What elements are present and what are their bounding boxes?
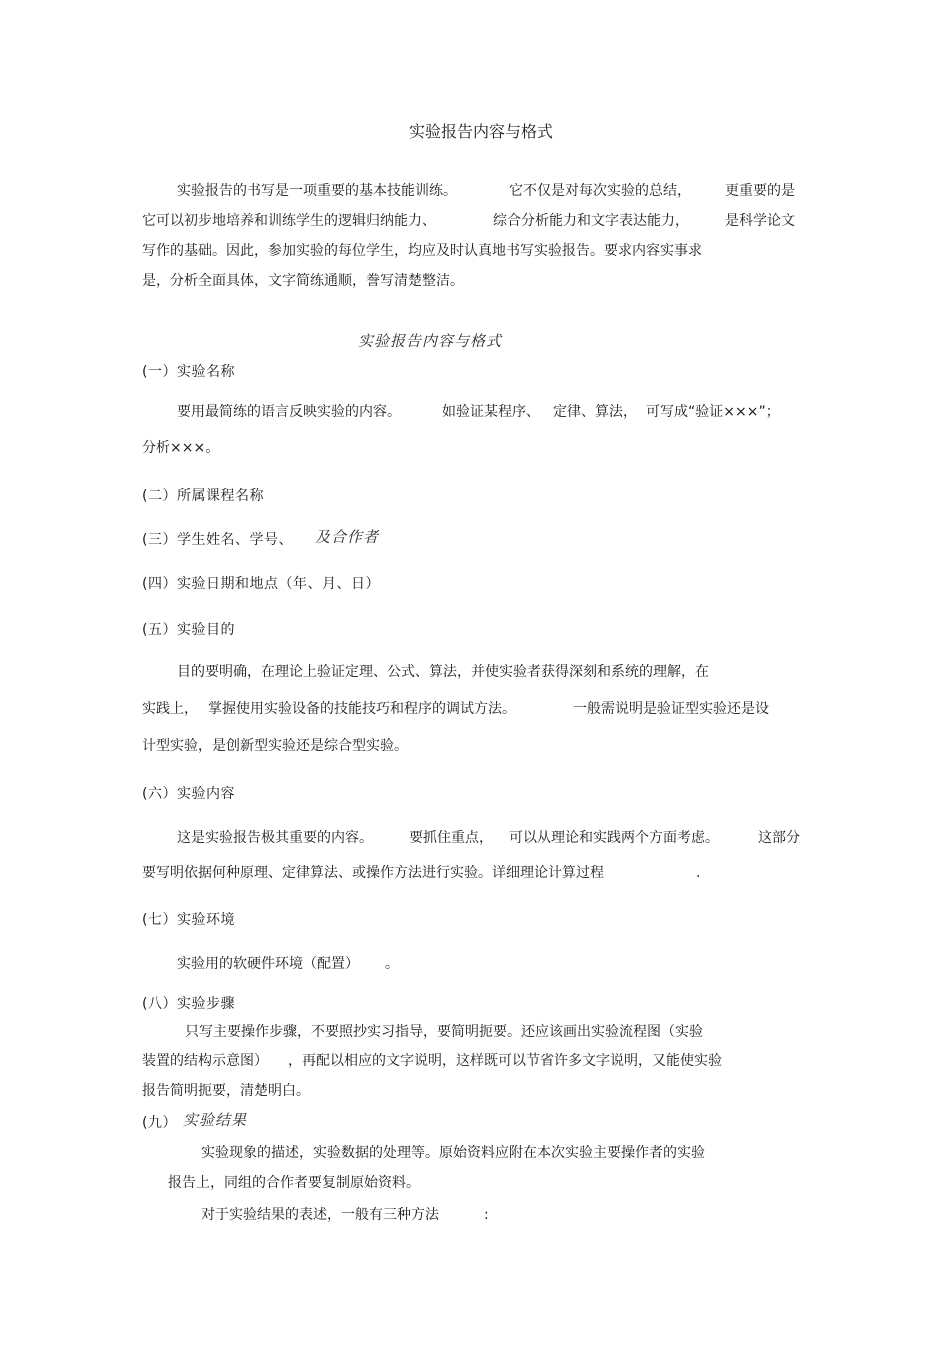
section-text: 可写成“验证×××”； bbox=[646, 404, 780, 420]
section-text: 实验现象的描述，实验数据的处理等。原始资料应附在本次实验主要操作者的实验 bbox=[201, 1145, 705, 1161]
intro-text: 综合分析能力和文字表达能力， bbox=[493, 213, 689, 229]
section-text: ，再配以相应的文字说明，这样既可以节省许多文字说明，又能使实验 bbox=[288, 1053, 722, 1069]
section-text: 一般需说明是验证型实验还是设 bbox=[573, 701, 769, 717]
section-text: 装置的结构示意图） bbox=[142, 1053, 268, 1069]
section-text: 实验用的软硬件环境（配置） bbox=[177, 956, 359, 972]
section-text: 对于实验结果的表述，一般有三种方法 bbox=[201, 1207, 439, 1223]
page-title: 实验报告内容与格式 bbox=[409, 122, 554, 141]
section-heading: (一）实验名称 bbox=[142, 364, 235, 380]
intro-text: 写作的基础。因此，参加实验的每位学生，均应及时认真地书写实验报告。要求内容实事求 bbox=[142, 243, 702, 259]
section-text: 实践上， bbox=[142, 701, 198, 717]
section-text: 报告简明扼要，清楚明白。 bbox=[142, 1083, 310, 1099]
section-text: 这部分 bbox=[758, 830, 800, 846]
section-text: 要写明依据何种原理、定律算法、或操作方法进行实验。详细理论计算过程 bbox=[142, 865, 604, 881]
intro-text: 它不仅是对每次实验的总结， bbox=[509, 183, 691, 199]
section-heading: (四）实验日期和地点（年、月、日） bbox=[142, 576, 380, 592]
section-text: 定律、算法， bbox=[553, 404, 637, 420]
section-text: 要用最简练的语言反映实验的内容。 bbox=[177, 404, 401, 420]
section-text: 掌握使用实验设备的技能技巧和程序的调试方法。 bbox=[208, 701, 516, 717]
section-heading: (五）实验目的 bbox=[142, 622, 235, 638]
section-heading: (八）实验步骤 bbox=[142, 996, 235, 1012]
intro-text: 是科学论文 bbox=[725, 213, 795, 229]
section-heading: (二）所属课程名称 bbox=[142, 488, 264, 504]
handwritten-subtitle: 实验报告内容与格式 bbox=[358, 332, 503, 350]
section-heading: (三）学生姓名、学号、 bbox=[142, 532, 293, 548]
section-text: 分析×××。 bbox=[142, 440, 220, 456]
section-text: 要抓住重点， bbox=[409, 830, 493, 846]
handwritten-note: 实验结果 bbox=[183, 1111, 248, 1129]
intro-text: 它可以初步地培养和训练学生的逻辑归纳能力、 bbox=[142, 213, 436, 229]
section-text: . bbox=[696, 865, 701, 881]
section-text: 。 bbox=[385, 956, 399, 972]
section-heading: (九） bbox=[142, 1115, 177, 1131]
section-text: 这是实验报告极其重要的内容。 bbox=[177, 830, 373, 846]
section-text: 只写主要操作步骤，不要照抄实习指导，要简明扼要。还应该画出实验流程图（实验 bbox=[185, 1024, 703, 1040]
section-text: 目的要明确，在理论上验证定理、公式、算法，并使实验者获得深刻和系统的理解，在 bbox=[177, 664, 709, 680]
section-heading: (七）实验环境 bbox=[142, 912, 235, 928]
intro-text: 更重要的是 bbox=[725, 183, 795, 199]
intro-text: 实验报告的书写是一项重要的基本技能训练。 bbox=[177, 183, 457, 199]
section-text: 可以从理论和实践两个方面考虑。 bbox=[509, 830, 719, 846]
section-text: 如验证某程序、 bbox=[442, 404, 540, 420]
section-heading: (六）实验内容 bbox=[142, 786, 235, 802]
handwritten-note: 及合作者 bbox=[315, 528, 380, 546]
section-text: 报告上，同组的合作者要复制原始资料。 bbox=[168, 1175, 420, 1191]
section-text: : bbox=[484, 1207, 489, 1223]
section-text: 计型实验，是创新型实验还是综合型实验。 bbox=[142, 738, 408, 754]
intro-text: 是，分析全面具体，文字简练通顺，誊写清楚整洁。 bbox=[142, 273, 464, 289]
